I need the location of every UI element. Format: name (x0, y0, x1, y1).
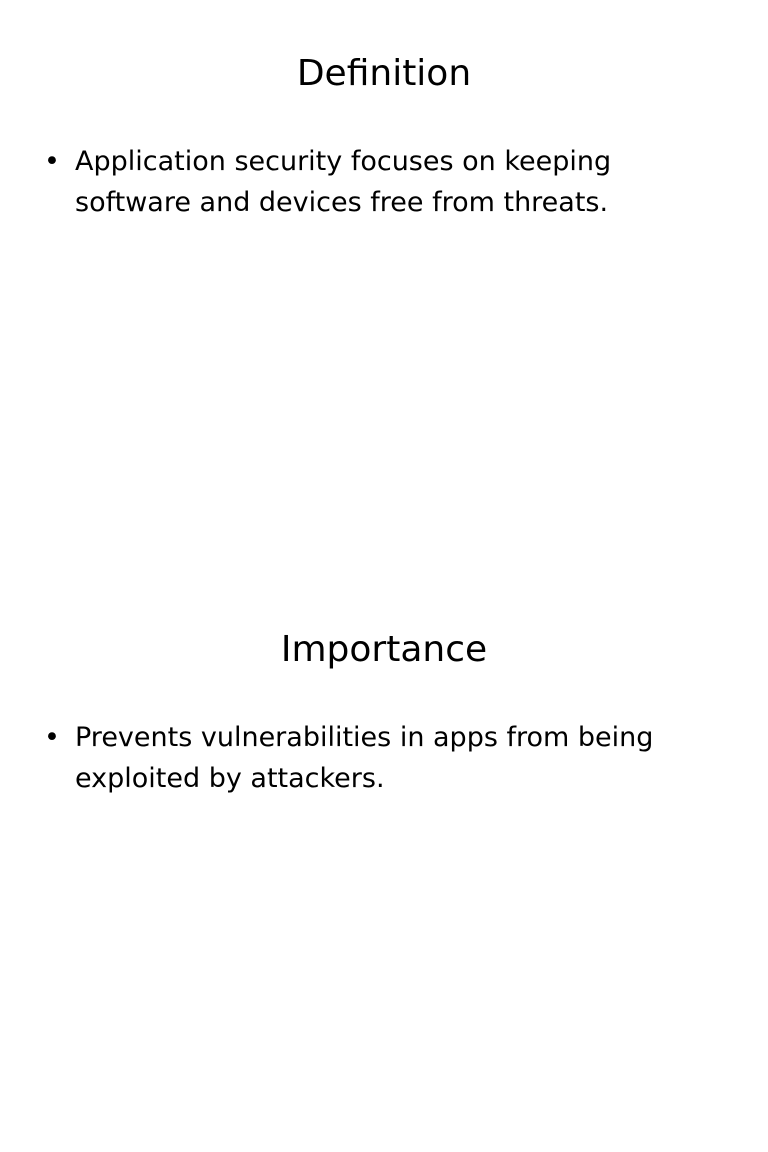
bullet-dot-icon: • (44, 146, 60, 177)
bullet-list (44, 717, 704, 799)
slide-importance (0, 576, 768, 1152)
bullet-item (44, 717, 704, 799)
slide-title: Definition (296, 53, 472, 94)
bullet-list (44, 141, 704, 223)
bullet-item (44, 141, 704, 223)
bullet-dot-icon: • (44, 722, 60, 753)
bullet-text: Prevents vulnerabilities in apps from being exploited by attackers. (75, 722, 654, 794)
slide-title: Importance (280, 629, 488, 670)
bullet-text: Application security focuses on keeping software and devices free from threats. (75, 146, 612, 218)
